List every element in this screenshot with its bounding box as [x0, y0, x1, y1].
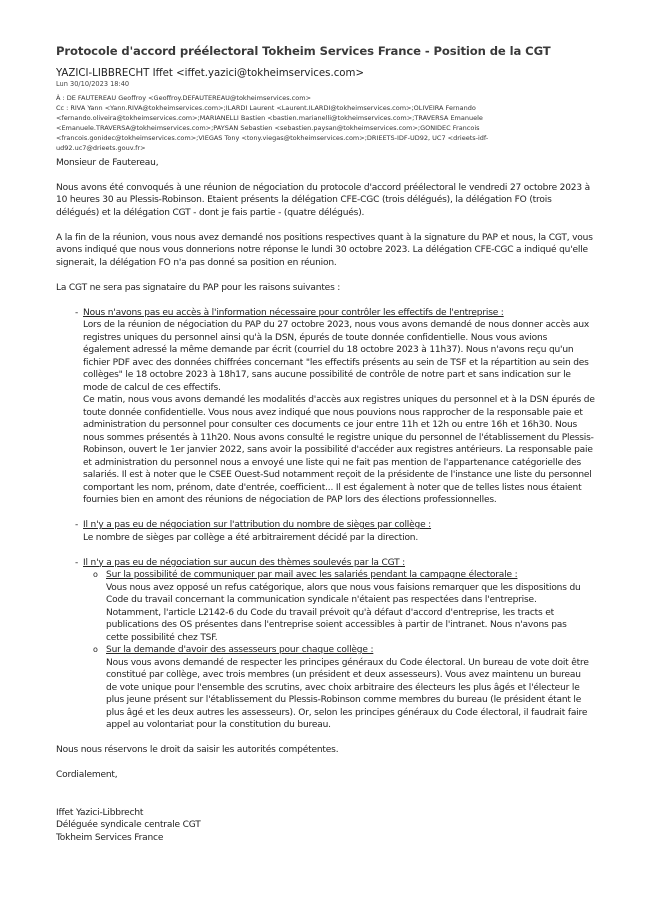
- cc-label: Cc :: [56, 104, 69, 113]
- to-label: À :: [56, 94, 65, 102]
- sub-reason-line: Code du travail concernant la communication syndicale n'étaient pas respectées dans l'entreprise.: [106, 595, 537, 606]
- cc-recipients[interactable]: RIVA Yann <Yann.RIVA@tokheimservices.com>;ILARDI Laurent <Laurent.ILARDI@tokheimservices.com>;OLIVEIRA Fernando: [70, 104, 476, 113]
- email-date: Lun 30/10/2023 18:40: [56, 80, 130, 88]
- reason-2: [56, 519, 649, 544]
- paragraph-line: A la fin de la réunion, vous nous avez demandé nos positions respectives quant à la signature du PAP et nous, la CGT, vous: [56, 232, 593, 243]
- sub-reason-line: publications des OS présentes dans l'entreprise soient accessibles à partir de l'intranet. Nous n'avons pas: [106, 620, 567, 631]
- cc-line-5[interactable]: ud92.uc7@drieets.gouv.fr>: [56, 144, 146, 153]
- sub-reason-line: de vote unique pour l'ensemble des scrutins, avec choix arbitraire des électeurs les plus âgés et l'électeur le: [106, 682, 580, 693]
- reason-1: [56, 307, 649, 507]
- reason-2-title: Il n'y a pas eu de négociation sur l'attribution du nombre de sièges par collège :: [83, 520, 432, 531]
- dash-bullet: -: [75, 520, 79, 531]
- paragraph-line: 10 heures 30 au Plessis-Robinson. Etaient présents la délégation CFE-CGC (trois délégués), la délégation FO (trois: [56, 195, 552, 206]
- reason-line: comportant les nom, prénom, date d'entrée, coefficient... Il est également à noter que de telles listes nous étaient: [83, 482, 582, 493]
- intro-reasons: La CGT ne sera pas signataire du PAP pour les raisons suivantes :: [56, 282, 341, 293]
- signature-name: Iffet Yazici-Libbrecht: [56, 807, 144, 818]
- email-sender[interactable]: YAZICI-LIBBRECHT Iffet <iffet.yazici@tokheimservices.com>: [56, 68, 365, 79]
- reason-line: Le nombre de sièges par collège a été arbitrairement décidé par la direction.: [83, 532, 419, 543]
- reason-line: fournies bien en amont des réunions de négociation de PAP lors des élections professionnelles.: [83, 495, 497, 506]
- circle-bullet: o: [93, 645, 98, 655]
- reason-line: nous sommes présentés à 11h20. Nous avons consulté le registre unique du personnel de l'établissement du Plessis-: [83, 432, 594, 443]
- reason-line: Ce matin, nous vous avons demandé les modalités d'accès aux registres uniques du personnel et à la DSN épurés de: [83, 395, 595, 406]
- paragraph-line: avons indiqué que nous vous donnerions notre réponse le lundi 30 octobre 2023. La délégation CFE-CGC a indiqué qu'elle: [56, 245, 588, 256]
- sub-reason-line: cette possibilité chez TSF.: [106, 632, 218, 643]
- paragraph-line: délégués) et la délégation CGT - dont je fais partie - (quatre délégués).: [56, 207, 365, 218]
- cc-line-3[interactable]: <Emanuele.TRAVERSA@tokheimservices.com>;PAYSAN Sebastien <sebastien.paysan@tokheimservices.com>;GONIDEC Francois: [56, 124, 480, 133]
- to-line: [56, 93, 649, 103]
- reason-line: toute donnée confidentielle. Vous nous avez indiqué que nous pouvions nous rapprocher de la responsable paie et: [83, 407, 583, 418]
- paragraph-line: signerait, la délégation FO n'a pas donné sa position en réunion.: [56, 257, 337, 268]
- dash-bullet: -: [75, 307, 79, 318]
- reason-3: [56, 557, 649, 570]
- to-recipient[interactable]: DE FAUTEREAU Geoffroy <Geoffroy.DEFAUTEREAU@tokheimservices.com>: [66, 94, 312, 102]
- sub-reason-1: [56, 569, 649, 644]
- signature-company: Tokheim Services France: [56, 832, 164, 843]
- sub-reason-2: [56, 644, 649, 732]
- sub-reason-line: plus âgé et les deux autres les assesseurs). Or, selon les principes généraux du Code électoral, il faudrait faire: [106, 707, 588, 718]
- reason-line: collèges" le 18 octobre 2023 à 18h17, sans aucune possibilité de contrôle de notre part et sans indication sur le: [83, 370, 571, 381]
- email-subject: Protocole d'accord préélectoral Tokheim Services France - Position de la CGT: [56, 44, 551, 58]
- reason-line: salariés. Il est à noter que le CSEE Ouest-Sud notamment reçoit de la présidente de l'instance une liste du personnel: [83, 470, 592, 481]
- sub-reason-line: Vous nous avez opposé un refus catégorique, alors que nous vous faisions remarquer que les dispositions du: [106, 582, 581, 593]
- sub-reason-line: Nous vous avons demandé de respecter les principes généraux du Code électoral. Un bureau de vote doit être: [106, 657, 589, 668]
- reason-line: et administration du personnel nous a envoyé une liste qui ne fait pas mention de l'appartenance catégorielle des: [83, 457, 582, 468]
- reserve-statement: Nous nous réservons le droit da saisir les autorités compétentes.: [56, 745, 339, 756]
- reason-line: administration du personnel pour consulter ces documents ce jour entre 11h et 12h ou entre 16h et 16h30. Nous: [83, 420, 578, 431]
- reason-line: fichier PDF avec des données chiffrées concernant "les effectifs présents au sein de TSF et la répartition au sein des: [83, 357, 589, 368]
- reason-line: Robinson, ouvert le 1er janvier 2022, sans avoir la possibilité d'accéder aux registres antérieurs. La responsable paie: [83, 445, 593, 456]
- reason-1-title: Nous n'avons pas eu accès à l'information nécessaire pour contrôler les effectifs de l'entreprise :: [83, 307, 504, 318]
- sub-reason-line: Notamment, l'article L2142-6 du Code du travail prévoit qu'à défaut d'accord d'entreprise, les tracts et: [106, 607, 555, 618]
- sub-reason-line: constitué par collège, avec trois membres (un président et deux assesseurs). Vous avez maintenu un bureau: [106, 670, 581, 681]
- cc-line-4[interactable]: <francois.gonidec@tokheimservices.com>;VIEGAS Tony <tony.viegas@tokheimservices.com>;DRIEETS-IDF-UD92, UC7 <drieets-idf-: [56, 134, 489, 143]
- signature: [56, 807, 649, 845]
- sub-reason-line: plus jeune présent sur l'établissement du Plessis-Robinson comme membres du bureau (le président étant le: [106, 695, 582, 706]
- greeting: Monsieur de Fautereau,: [56, 157, 159, 168]
- letter-body: [56, 157, 649, 845]
- circle-bullet: o: [93, 570, 98, 580]
- closing: Cordialement,: [56, 770, 118, 781]
- sub-reason-line: appel au volontariat pour la constitution du bureau.: [106, 720, 331, 731]
- sub-reason-1-title: Sur la possibilité de communiquer par mail avec les salariés pendant la campagne électorale :: [106, 570, 518, 581]
- reason-3-title: Il n'y a pas eu de négociation sur aucun des thèmes soulevés par la CGT :: [83, 557, 406, 568]
- reason-line: également adressé la même demande par écrit (courriel du 18 octobre 2023 à 11h37). Nous n'avons reçu qu'un: [83, 345, 574, 356]
- dash-bullet: -: [75, 557, 79, 568]
- signature-role: Déléguée syndicale centrale CGT: [56, 820, 201, 831]
- reason-line: registres uniques du personnel ainsi qu'à la DSN, épurés de toute donnée confidentielle. Nous vous avions: [83, 332, 548, 343]
- reason-line: Lors de la réunion de négociation du PAP du 27 octobre 2023, nous vous avons demandé de nous donner accès aux: [83, 320, 590, 331]
- paragraph-line: Nous avons été convoqués à une réunion de négociation du protocole d'accord préélectoral le vendredi 27 octobre 2023 à: [56, 182, 591, 193]
- sub-reason-2-title: Sur la demande d'avoir des assesseurs pour chaque collège :: [106, 645, 374, 656]
- cc-line-2[interactable]: <fernando.oliveira@tokheimservices.com>;MARIANELLI Bastien <bastien.marianelli@tokheimservices.com>;TRAVERSA Emanuele: [56, 114, 483, 123]
- cc-line-1: [56, 103, 649, 113]
- reason-line: mode de calcul de ces effectifs.: [83, 382, 221, 393]
